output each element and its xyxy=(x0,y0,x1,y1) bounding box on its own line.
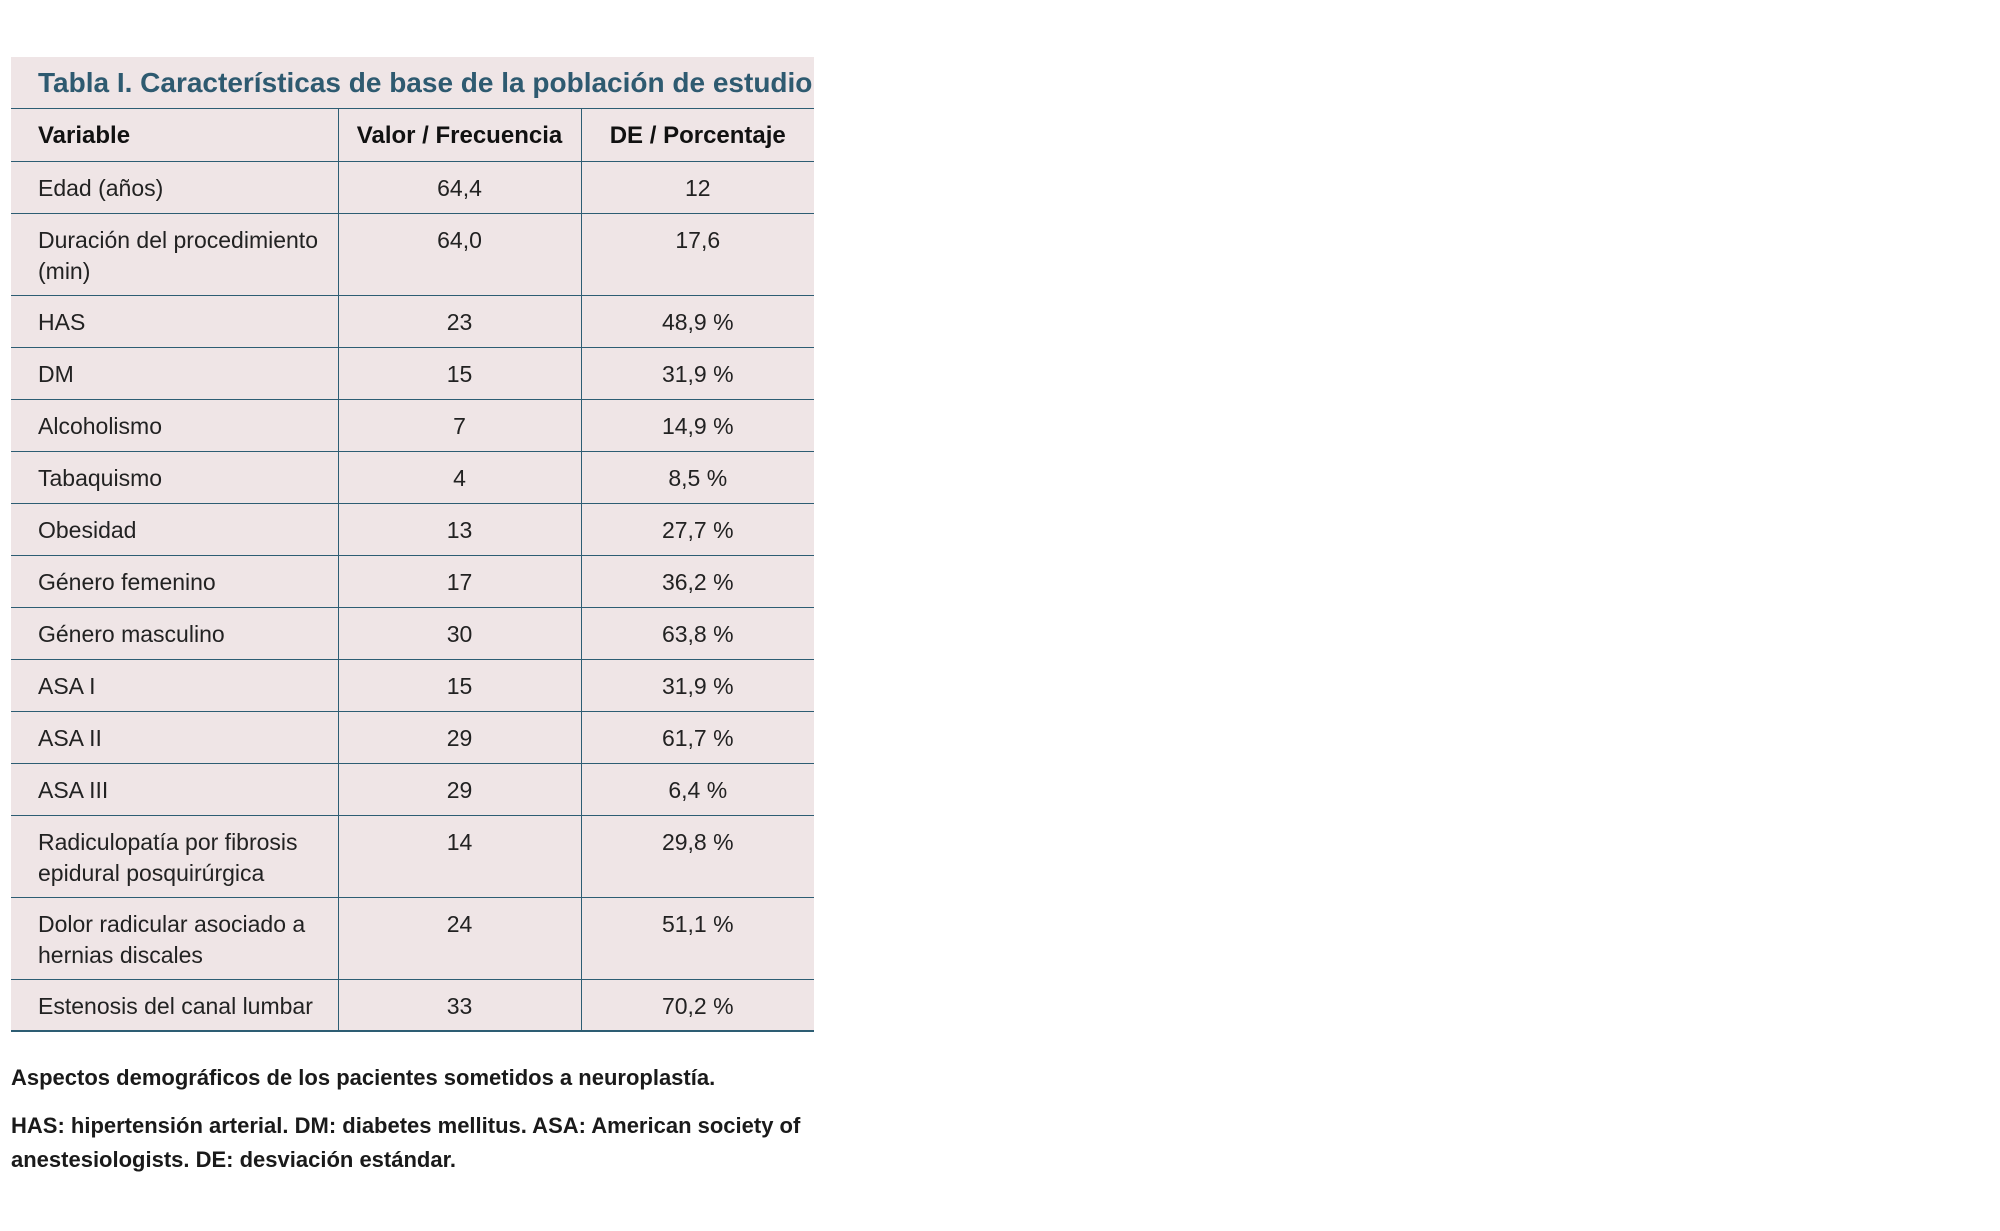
row-percentage: 17,6 xyxy=(581,213,814,295)
table-header-row xyxy=(11,109,814,161)
row-variable: Obesidad xyxy=(11,503,338,555)
row-value: 14 xyxy=(338,815,581,897)
row-value: 29 xyxy=(338,763,581,815)
table-row xyxy=(11,213,814,295)
row-variable: ASA II xyxy=(11,711,338,763)
table-caption: Aspectos demográficos de los pacientes sometidos a neuroplastía. xyxy=(11,1065,716,1090)
row-percentage: 31,9 % xyxy=(581,659,814,711)
row-value: 13 xyxy=(338,503,581,555)
row-percentage: 6,4 % xyxy=(581,763,814,815)
table-row xyxy=(11,659,814,711)
table-row xyxy=(11,555,814,607)
table-row xyxy=(11,399,814,451)
table-row xyxy=(11,295,814,347)
row-value: 24 xyxy=(338,897,581,979)
row-percentage: 70,2 % xyxy=(581,979,814,1031)
row-percentage: 8,5 % xyxy=(581,451,814,503)
column-header-variable: Variable xyxy=(11,109,338,161)
column-header-value: Valor / Frecuencia xyxy=(338,109,581,161)
row-percentage: 27,7 % xyxy=(581,503,814,555)
row-variable: ASA I xyxy=(11,659,338,711)
table-row xyxy=(11,607,814,659)
table-row xyxy=(11,451,814,503)
row-percentage: 14,9 % xyxy=(581,399,814,451)
table-row xyxy=(11,503,814,555)
row-percentage: 61,7 % xyxy=(581,711,814,763)
row-percentage: 51,1 % xyxy=(581,897,814,979)
table-row xyxy=(11,711,814,763)
row-variable: Edad (años) xyxy=(11,161,338,213)
row-variable: Duración del procedimiento (min) xyxy=(11,213,338,295)
data-table-container xyxy=(11,57,814,1032)
table-row xyxy=(11,897,814,979)
row-variable: Alcoholismo xyxy=(11,399,338,451)
row-percentage: 31,9 % xyxy=(581,347,814,399)
row-variable: Dolor radicular asociado a hernias discales xyxy=(11,897,338,979)
row-percentage: 36,2 % xyxy=(581,555,814,607)
abbreviations-note: HAS: hipertensión arterial. DM: diabetes mellitus. ASA: American society of anestesiologists. DE: desviación estándar. xyxy=(11,1113,801,1172)
row-value: 29 xyxy=(338,711,581,763)
row-value: 64,4 xyxy=(338,161,581,213)
row-variable: Género masculino xyxy=(11,607,338,659)
table-row xyxy=(11,815,814,897)
row-value: 30 xyxy=(338,607,581,659)
table-row xyxy=(11,979,814,1031)
row-value: 17 xyxy=(338,555,581,607)
row-percentage: 63,8 % xyxy=(581,607,814,659)
row-variable: DM xyxy=(11,347,338,399)
row-variable: Estenosis del canal lumbar xyxy=(11,979,338,1031)
row-percentage: 12 xyxy=(581,161,814,213)
row-value: 15 xyxy=(338,659,581,711)
row-value: 64,0 xyxy=(338,213,581,295)
row-value: 23 xyxy=(338,295,581,347)
row-variable: ASA III xyxy=(11,763,338,815)
row-value: 4 xyxy=(338,451,581,503)
row-variable: Tabaquismo xyxy=(11,451,338,503)
row-value: 33 xyxy=(338,979,581,1031)
row-percentage: 29,8 % xyxy=(581,815,814,897)
characteristics-table xyxy=(11,109,814,1032)
row-variable: HAS xyxy=(11,295,338,347)
table-row xyxy=(11,763,814,815)
table-title: Tabla I. Características de base de la población de estudio xyxy=(11,57,814,109)
table-row xyxy=(11,347,814,399)
row-variable: Radiculopatía por fibrosis epidural posquirúrgica xyxy=(11,815,338,897)
row-percentage: 48,9 % xyxy=(581,295,814,347)
row-value: 7 xyxy=(338,399,581,451)
row-variable: Género femenino xyxy=(11,555,338,607)
column-header-percentage: DE / Porcentaje xyxy=(581,109,814,161)
table-row xyxy=(11,161,814,213)
row-value: 15 xyxy=(338,347,581,399)
